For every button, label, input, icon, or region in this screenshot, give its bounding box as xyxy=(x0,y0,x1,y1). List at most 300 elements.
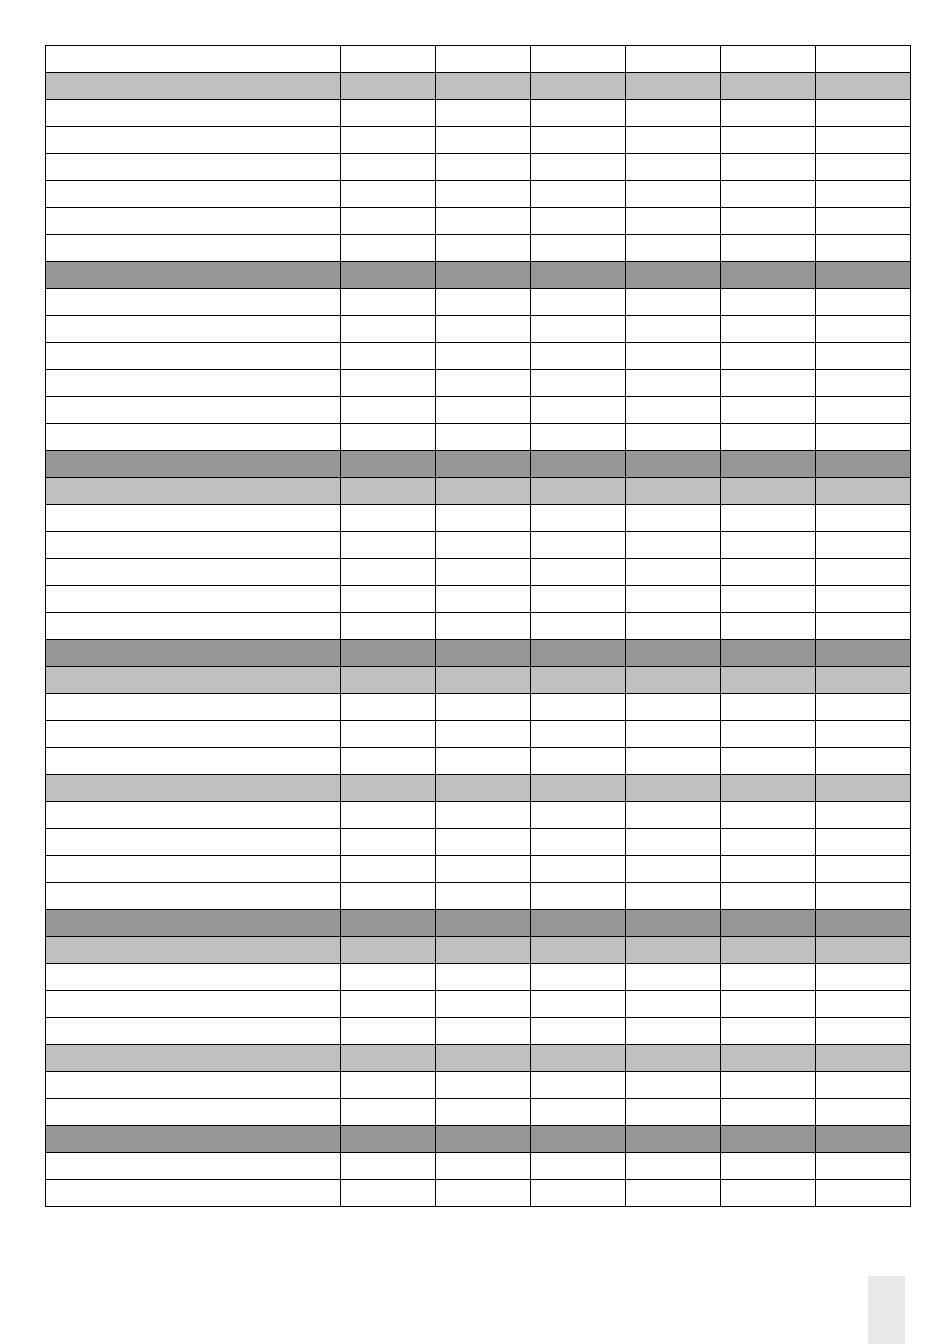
value-cell xyxy=(341,343,436,370)
value-cell xyxy=(531,181,626,208)
table-row xyxy=(46,235,911,262)
value-cell xyxy=(436,856,531,883)
table-body xyxy=(46,46,911,1207)
table-row xyxy=(46,991,911,1018)
value-cell xyxy=(721,208,816,235)
table-row xyxy=(46,46,911,73)
value-cell xyxy=(816,316,911,343)
value-cell xyxy=(436,46,531,73)
row-label-cell xyxy=(46,1072,341,1099)
value-cell xyxy=(436,1180,531,1207)
value-cell xyxy=(531,532,626,559)
value-cell xyxy=(626,154,721,181)
value-cell xyxy=(436,316,531,343)
row-label-cell xyxy=(46,910,341,937)
value-cell xyxy=(531,154,626,181)
value-cell xyxy=(531,316,626,343)
row-label-cell xyxy=(46,775,341,802)
value-cell xyxy=(531,208,626,235)
table-row xyxy=(46,208,911,235)
row-label-cell xyxy=(46,937,341,964)
value-cell xyxy=(531,127,626,154)
value-cell xyxy=(816,370,911,397)
value-cell xyxy=(436,1126,531,1153)
table-row xyxy=(46,694,911,721)
value-cell xyxy=(721,289,816,316)
value-cell xyxy=(816,910,911,937)
value-cell xyxy=(436,397,531,424)
value-cell xyxy=(341,316,436,343)
value-cell xyxy=(721,613,816,640)
value-cell xyxy=(531,964,626,991)
value-cell xyxy=(626,1072,721,1099)
value-cell xyxy=(341,775,436,802)
table-row xyxy=(46,100,911,127)
subsection-header-row xyxy=(46,775,911,802)
value-cell xyxy=(721,829,816,856)
value-cell xyxy=(341,721,436,748)
value-cell xyxy=(531,397,626,424)
value-cell xyxy=(626,397,721,424)
subsection-header-row xyxy=(46,73,911,100)
value-cell xyxy=(816,694,911,721)
value-cell xyxy=(816,613,911,640)
value-cell xyxy=(816,856,911,883)
row-label-cell xyxy=(46,883,341,910)
value-cell xyxy=(436,100,531,127)
row-label-cell xyxy=(46,1153,341,1180)
value-cell xyxy=(436,370,531,397)
table-row xyxy=(46,289,911,316)
value-cell xyxy=(341,397,436,424)
table-row xyxy=(46,532,911,559)
value-cell xyxy=(816,451,911,478)
subsection-header-row xyxy=(46,667,911,694)
row-label-cell xyxy=(46,424,341,451)
value-cell xyxy=(721,1126,816,1153)
table-row xyxy=(46,505,911,532)
table-row xyxy=(46,748,911,775)
value-cell xyxy=(436,1018,531,1045)
value-cell xyxy=(531,721,626,748)
value-cell xyxy=(341,532,436,559)
table-row xyxy=(46,424,911,451)
row-label-cell xyxy=(46,586,341,613)
value-cell xyxy=(816,640,911,667)
value-cell xyxy=(436,424,531,451)
value-cell xyxy=(721,937,816,964)
value-cell xyxy=(436,1045,531,1072)
value-cell xyxy=(626,667,721,694)
value-cell xyxy=(721,694,816,721)
table-row xyxy=(46,370,911,397)
value-cell xyxy=(626,505,721,532)
value-cell xyxy=(531,559,626,586)
value-cell xyxy=(721,181,816,208)
value-cell xyxy=(531,1099,626,1126)
value-cell xyxy=(721,964,816,991)
row-label-cell xyxy=(46,397,341,424)
value-cell xyxy=(341,73,436,100)
value-cell xyxy=(436,154,531,181)
value-cell xyxy=(816,1126,911,1153)
table-row xyxy=(46,316,911,343)
row-label-cell xyxy=(46,478,341,505)
value-cell xyxy=(436,262,531,289)
value-cell xyxy=(341,127,436,154)
value-cell xyxy=(721,721,816,748)
value-cell xyxy=(721,532,816,559)
value-cell xyxy=(436,73,531,100)
value-cell xyxy=(436,478,531,505)
value-cell xyxy=(341,235,436,262)
value-cell xyxy=(531,586,626,613)
value-cell xyxy=(721,478,816,505)
row-label-cell xyxy=(46,154,341,181)
value-cell xyxy=(531,802,626,829)
table-row xyxy=(46,1180,911,1207)
value-cell xyxy=(531,1045,626,1072)
value-cell xyxy=(341,46,436,73)
value-cell xyxy=(721,775,816,802)
value-cell xyxy=(816,829,911,856)
value-cell xyxy=(531,856,626,883)
value-cell xyxy=(816,289,911,316)
table-row xyxy=(46,964,911,991)
section-header-row xyxy=(46,640,911,667)
value-cell xyxy=(721,991,816,1018)
value-cell xyxy=(341,910,436,937)
value-cell xyxy=(721,235,816,262)
value-cell xyxy=(531,1153,626,1180)
value-cell xyxy=(531,1072,626,1099)
value-cell xyxy=(816,397,911,424)
value-cell xyxy=(816,73,911,100)
value-cell xyxy=(531,73,626,100)
row-label-cell xyxy=(46,208,341,235)
value-cell xyxy=(341,559,436,586)
value-cell xyxy=(816,181,911,208)
value-cell xyxy=(341,937,436,964)
value-cell xyxy=(436,451,531,478)
value-cell xyxy=(341,181,436,208)
value-cell xyxy=(721,883,816,910)
value-cell xyxy=(436,235,531,262)
value-cell xyxy=(341,1180,436,1207)
table-row xyxy=(46,154,911,181)
value-cell xyxy=(816,748,911,775)
value-cell xyxy=(531,46,626,73)
value-cell xyxy=(626,883,721,910)
value-cell xyxy=(531,478,626,505)
row-label-cell xyxy=(46,559,341,586)
value-cell xyxy=(341,424,436,451)
value-cell xyxy=(626,478,721,505)
value-cell xyxy=(816,235,911,262)
value-cell xyxy=(816,964,911,991)
value-cell xyxy=(626,73,721,100)
value-cell xyxy=(626,316,721,343)
row-label-cell xyxy=(46,316,341,343)
row-label-cell xyxy=(46,802,341,829)
value-cell xyxy=(341,154,436,181)
row-label-cell xyxy=(46,1180,341,1207)
value-cell xyxy=(721,424,816,451)
value-cell xyxy=(626,1045,721,1072)
row-label-cell xyxy=(46,1018,341,1045)
table-row xyxy=(46,1153,911,1180)
value-cell xyxy=(721,748,816,775)
row-label-cell xyxy=(46,1126,341,1153)
value-cell xyxy=(436,883,531,910)
value-cell xyxy=(721,1153,816,1180)
table-row xyxy=(46,586,911,613)
value-cell xyxy=(816,1018,911,1045)
value-cell xyxy=(721,73,816,100)
value-cell xyxy=(341,667,436,694)
value-cell xyxy=(436,667,531,694)
table-row xyxy=(46,829,911,856)
value-cell xyxy=(341,694,436,721)
value-cell xyxy=(531,1126,626,1153)
value-cell xyxy=(436,829,531,856)
value-cell xyxy=(436,1099,531,1126)
value-cell xyxy=(531,694,626,721)
value-cell xyxy=(436,181,531,208)
value-cell xyxy=(531,424,626,451)
row-label-cell xyxy=(46,667,341,694)
value-cell xyxy=(341,1018,436,1045)
value-cell xyxy=(531,937,626,964)
value-cell xyxy=(436,802,531,829)
value-cell xyxy=(436,937,531,964)
row-label-cell xyxy=(46,640,341,667)
row-label-cell xyxy=(46,829,341,856)
value-cell xyxy=(626,1018,721,1045)
value-cell xyxy=(626,451,721,478)
value-cell xyxy=(626,775,721,802)
value-cell xyxy=(531,100,626,127)
value-cell xyxy=(341,478,436,505)
value-cell xyxy=(816,937,911,964)
row-label-cell xyxy=(46,613,341,640)
value-cell xyxy=(626,424,721,451)
section-header-row xyxy=(46,451,911,478)
row-label-cell xyxy=(46,694,341,721)
value-cell xyxy=(721,910,816,937)
section-header-row xyxy=(46,262,911,289)
value-cell xyxy=(341,640,436,667)
value-cell xyxy=(436,1153,531,1180)
value-cell xyxy=(531,1180,626,1207)
value-cell xyxy=(436,721,531,748)
section-header-row xyxy=(46,910,911,937)
value-cell xyxy=(816,532,911,559)
value-cell xyxy=(341,262,436,289)
value-cell xyxy=(626,208,721,235)
value-cell xyxy=(341,856,436,883)
value-cell xyxy=(626,1126,721,1153)
value-cell xyxy=(626,1099,721,1126)
value-cell xyxy=(531,289,626,316)
value-cell xyxy=(626,127,721,154)
value-cell xyxy=(816,208,911,235)
value-cell xyxy=(626,640,721,667)
value-cell xyxy=(341,748,436,775)
value-cell xyxy=(531,451,626,478)
value-cell xyxy=(341,1153,436,1180)
row-label-cell xyxy=(46,748,341,775)
value-cell xyxy=(341,586,436,613)
value-cell xyxy=(626,343,721,370)
value-cell xyxy=(531,613,626,640)
row-label-cell xyxy=(46,73,341,100)
value-cell xyxy=(531,1018,626,1045)
value-cell xyxy=(626,46,721,73)
value-cell xyxy=(816,262,911,289)
value-cell xyxy=(721,1099,816,1126)
value-cell xyxy=(531,343,626,370)
row-label-cell xyxy=(46,721,341,748)
value-cell xyxy=(341,1045,436,1072)
value-cell xyxy=(436,586,531,613)
table-row xyxy=(46,856,911,883)
value-cell xyxy=(341,1099,436,1126)
value-cell xyxy=(626,721,721,748)
value-cell xyxy=(341,208,436,235)
value-cell xyxy=(341,100,436,127)
table-row xyxy=(46,1018,911,1045)
value-cell xyxy=(436,343,531,370)
row-label-cell xyxy=(46,127,341,154)
value-cell xyxy=(721,262,816,289)
value-cell xyxy=(721,1180,816,1207)
value-cell xyxy=(816,46,911,73)
value-cell xyxy=(436,748,531,775)
value-cell xyxy=(531,910,626,937)
value-cell xyxy=(721,802,816,829)
value-cell xyxy=(341,289,436,316)
value-cell xyxy=(816,1153,911,1180)
value-cell xyxy=(721,640,816,667)
value-cell xyxy=(816,1045,911,1072)
row-label-cell xyxy=(46,1099,341,1126)
value-cell xyxy=(626,613,721,640)
table-row xyxy=(46,559,911,586)
table-row xyxy=(46,721,911,748)
value-cell xyxy=(626,532,721,559)
value-cell xyxy=(626,1153,721,1180)
row-label-cell xyxy=(46,343,341,370)
value-cell xyxy=(436,910,531,937)
value-cell xyxy=(341,613,436,640)
value-cell xyxy=(436,532,531,559)
value-cell xyxy=(721,397,816,424)
value-cell xyxy=(816,667,911,694)
value-cell xyxy=(626,289,721,316)
value-cell xyxy=(436,694,531,721)
value-cell xyxy=(816,1180,911,1207)
table-row xyxy=(46,127,911,154)
row-label-cell xyxy=(46,181,341,208)
value-cell xyxy=(341,451,436,478)
table-row xyxy=(46,1072,911,1099)
value-cell xyxy=(626,586,721,613)
value-cell xyxy=(816,154,911,181)
value-cell xyxy=(626,910,721,937)
value-cell xyxy=(531,235,626,262)
value-cell xyxy=(436,208,531,235)
data-table xyxy=(45,45,911,1207)
value-cell xyxy=(626,181,721,208)
section-header-row xyxy=(46,1126,911,1153)
value-cell xyxy=(721,856,816,883)
value-cell xyxy=(721,370,816,397)
row-label-cell xyxy=(46,532,341,559)
value-cell xyxy=(721,316,816,343)
value-cell xyxy=(341,964,436,991)
value-cell xyxy=(721,559,816,586)
value-cell xyxy=(626,991,721,1018)
page-tab xyxy=(868,1276,905,1344)
value-cell xyxy=(626,748,721,775)
table-row xyxy=(46,802,911,829)
value-cell xyxy=(531,748,626,775)
value-cell xyxy=(816,1099,911,1126)
value-cell xyxy=(436,127,531,154)
value-cell xyxy=(436,1072,531,1099)
value-cell xyxy=(531,505,626,532)
row-label-cell xyxy=(46,451,341,478)
value-cell xyxy=(531,829,626,856)
value-cell xyxy=(626,1180,721,1207)
value-cell xyxy=(626,937,721,964)
row-label-cell xyxy=(46,370,341,397)
value-cell xyxy=(816,883,911,910)
value-cell xyxy=(816,586,911,613)
value-cell xyxy=(436,991,531,1018)
value-cell xyxy=(436,505,531,532)
value-cell xyxy=(626,856,721,883)
row-label-cell xyxy=(46,235,341,262)
subsection-header-row xyxy=(46,1045,911,1072)
value-cell xyxy=(626,694,721,721)
value-cell xyxy=(626,559,721,586)
value-cell xyxy=(626,802,721,829)
row-label-cell xyxy=(46,100,341,127)
value-cell xyxy=(721,1018,816,1045)
value-cell xyxy=(816,478,911,505)
value-cell xyxy=(341,991,436,1018)
value-cell xyxy=(721,1045,816,1072)
value-cell xyxy=(531,640,626,667)
value-cell xyxy=(626,964,721,991)
subsection-header-row xyxy=(46,478,911,505)
subsection-header-row xyxy=(46,937,911,964)
row-label-cell xyxy=(46,856,341,883)
value-cell xyxy=(531,991,626,1018)
value-cell xyxy=(626,100,721,127)
value-cell xyxy=(721,1072,816,1099)
row-label-cell xyxy=(46,964,341,991)
value-cell xyxy=(816,559,911,586)
value-cell xyxy=(436,559,531,586)
value-cell xyxy=(816,775,911,802)
value-cell xyxy=(721,451,816,478)
value-cell xyxy=(436,964,531,991)
table-row xyxy=(46,397,911,424)
value-cell xyxy=(816,991,911,1018)
